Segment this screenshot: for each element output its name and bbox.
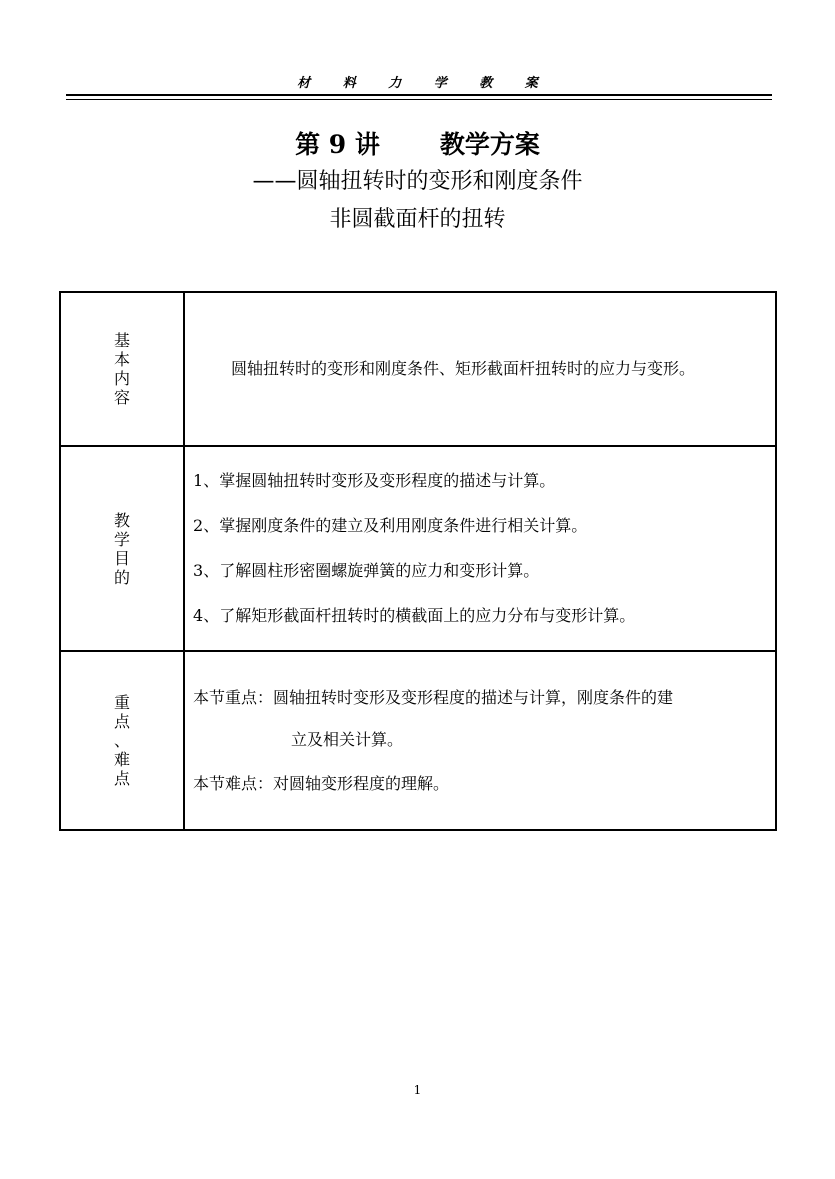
key-point-text: 本节重点：圆轴扭转时变形及变形程度的描述与计算，刚度条件的建 xyxy=(193,687,674,707)
label-key-points: 重 点 、 难 点 xyxy=(60,651,184,830)
basic-content-text: 圆轴扭转时的变形和刚度条件、矩形截面杆扭转时的应力与变形。 xyxy=(231,359,696,378)
table-row-basic-content xyxy=(60,292,776,446)
plan-title: 教学方案 xyxy=(439,130,540,159)
goal-item: 3、了解圆柱形密圈螺旋弹簧的应力和变形计算。 xyxy=(193,561,540,580)
goal-item: 2、掌握刚度条件的建立及利用刚度条件进行相关计算。 xyxy=(193,516,588,535)
table-row-teaching-goals xyxy=(60,446,776,651)
page-title xyxy=(0,128,835,162)
basic-content-cell xyxy=(184,292,776,446)
table-row-key-points xyxy=(60,651,776,830)
header-rule-thin xyxy=(66,99,772,100)
goal-item: 1、掌握圆轴扭转时变形及变形程度的描述与计算。 xyxy=(193,471,556,490)
key-point-continuation: 立及相关计算。 xyxy=(291,729,404,749)
header-rule-thick xyxy=(66,94,772,96)
difficulty-text: 本节难点：对圆轴变形程度的理解。 xyxy=(193,773,450,793)
label-basic-content: 基 本 内 容 xyxy=(60,292,184,446)
running-header: 材 料 力 学 教 案 xyxy=(297,76,552,91)
subtitle-line-2: 非圆截面杆的扭转 xyxy=(329,207,506,232)
lesson-plan-table xyxy=(59,291,777,831)
label-teaching-goals: 教 学 目 的 xyxy=(60,446,184,651)
subtitle-line-1: ——圆轴扭转时的变形和刚度条件 xyxy=(252,169,583,194)
key-points-cell xyxy=(184,651,776,830)
goal-item: 4、了解矩形截面杆扭转时的横截面上的应力分布与变形计算。 xyxy=(193,606,636,625)
teaching-goals-cell xyxy=(184,446,776,651)
lecture-number: 第 9 讲 xyxy=(295,130,380,159)
page-number: 1 xyxy=(413,1083,422,1097)
